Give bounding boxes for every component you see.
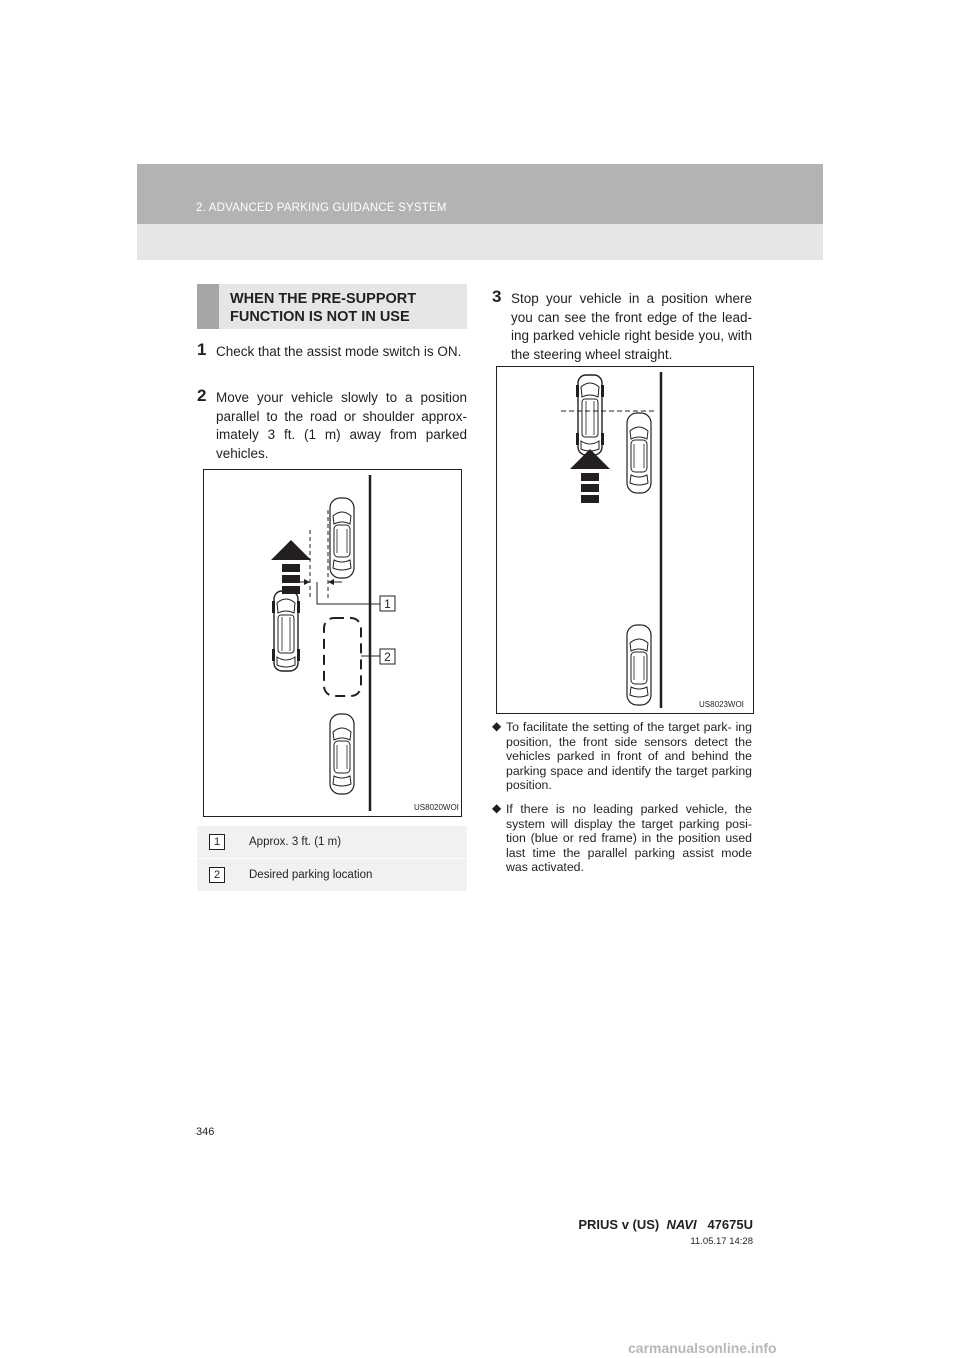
chapter-title: 2. ADVANCED PARKING GUIDANCE SYSTEM [196, 202, 447, 214]
target-parking-frame [324, 618, 361, 696]
step-2 [197, 386, 467, 463]
rear-parked-car [627, 625, 651, 705]
stop-position-diagram [497, 367, 753, 713]
step-3 [492, 287, 752, 364]
diamond-bullet-icon: ◆ [492, 801, 502, 815]
section-title-line1: WHEN THE PRE-SUPPORT [230, 291, 417, 307]
figure-id: US8020WOI [414, 803, 459, 812]
header-subband [137, 224, 823, 260]
bullet-text: To facilitate the setting of the target park- ing position, the front side sensors detect the vehicles parked in front of and behind the parking space and identify the target parking position. [506, 720, 752, 793]
legend-key [197, 859, 235, 891]
own-vehicle [272, 591, 300, 671]
leading-parked-car [627, 413, 651, 493]
legend-row-2 [197, 859, 467, 891]
legend-key-label: 1 [209, 834, 225, 850]
parked-car-front [330, 498, 354, 578]
step-text: Move your vehicle slowly to a position parallel to the road or shoulder approx- imately 3 ft. (1 m) away from parked vehicles. [216, 390, 467, 461]
section-heading-bar [197, 284, 219, 329]
section-title-line2: FUNCTION IS NOT IN USE [230, 309, 410, 325]
callout-1: 1 [384, 597, 391, 611]
parking-diagram [204, 470, 461, 816]
forward-arrow-icon [271, 540, 311, 594]
bullet-item-1 [492, 720, 752, 793]
footer-code: 47675U [707, 1217, 753, 1232]
figure-id: US8023WOI [699, 700, 744, 709]
footer-datetime: 11.05.17 14:28 [690, 1236, 753, 1247]
parked-car-rear [330, 714, 354, 794]
forward-arrow-icon [570, 449, 610, 503]
footer-navi: NAVI [666, 1217, 697, 1232]
footer-model-name: PRIUS v (US) [578, 1217, 660, 1232]
figure-stop-position [496, 366, 754, 714]
footer-model [578, 1217, 753, 1232]
callout-2: 2 [384, 650, 391, 664]
section-title [230, 290, 416, 326]
step-number: 1 [197, 340, 207, 359]
step-number: 3 [492, 287, 502, 306]
step-text: Stop your vehicle in a position where you can see the front edge of the lead- ing parked vehicle right beside you, with the steering wheel straight. [511, 291, 752, 362]
page-number: 346 [196, 1126, 215, 1138]
header-band [137, 164, 823, 224]
bullet-item-2 [492, 802, 752, 875]
section-heading [197, 284, 467, 329]
legend-key-label: 2 [209, 867, 225, 883]
step-1 [197, 340, 467, 362]
legend-key [197, 826, 235, 858]
watermark: carmanualsonline.info [628, 1340, 777, 1356]
bullet-text: If there is no leading parked vehicle, the system will display the target parking posi- tion (blue or red frame) in the position used last time the parallel parking assist mode was activated. [506, 802, 752, 875]
legend-text: Approx. 3 ft. (1 m) [249, 836, 342, 848]
legend-row-1 [197, 826, 467, 858]
own-vehicle [576, 375, 604, 455]
step-number: 2 [197, 386, 207, 405]
legend-text: Desired parking location [249, 869, 373, 881]
step-text: Check that the assist mode switch is ON. [216, 344, 462, 359]
diamond-bullet-icon: ◆ [492, 719, 502, 733]
figure-parallel-approach [203, 469, 462, 817]
